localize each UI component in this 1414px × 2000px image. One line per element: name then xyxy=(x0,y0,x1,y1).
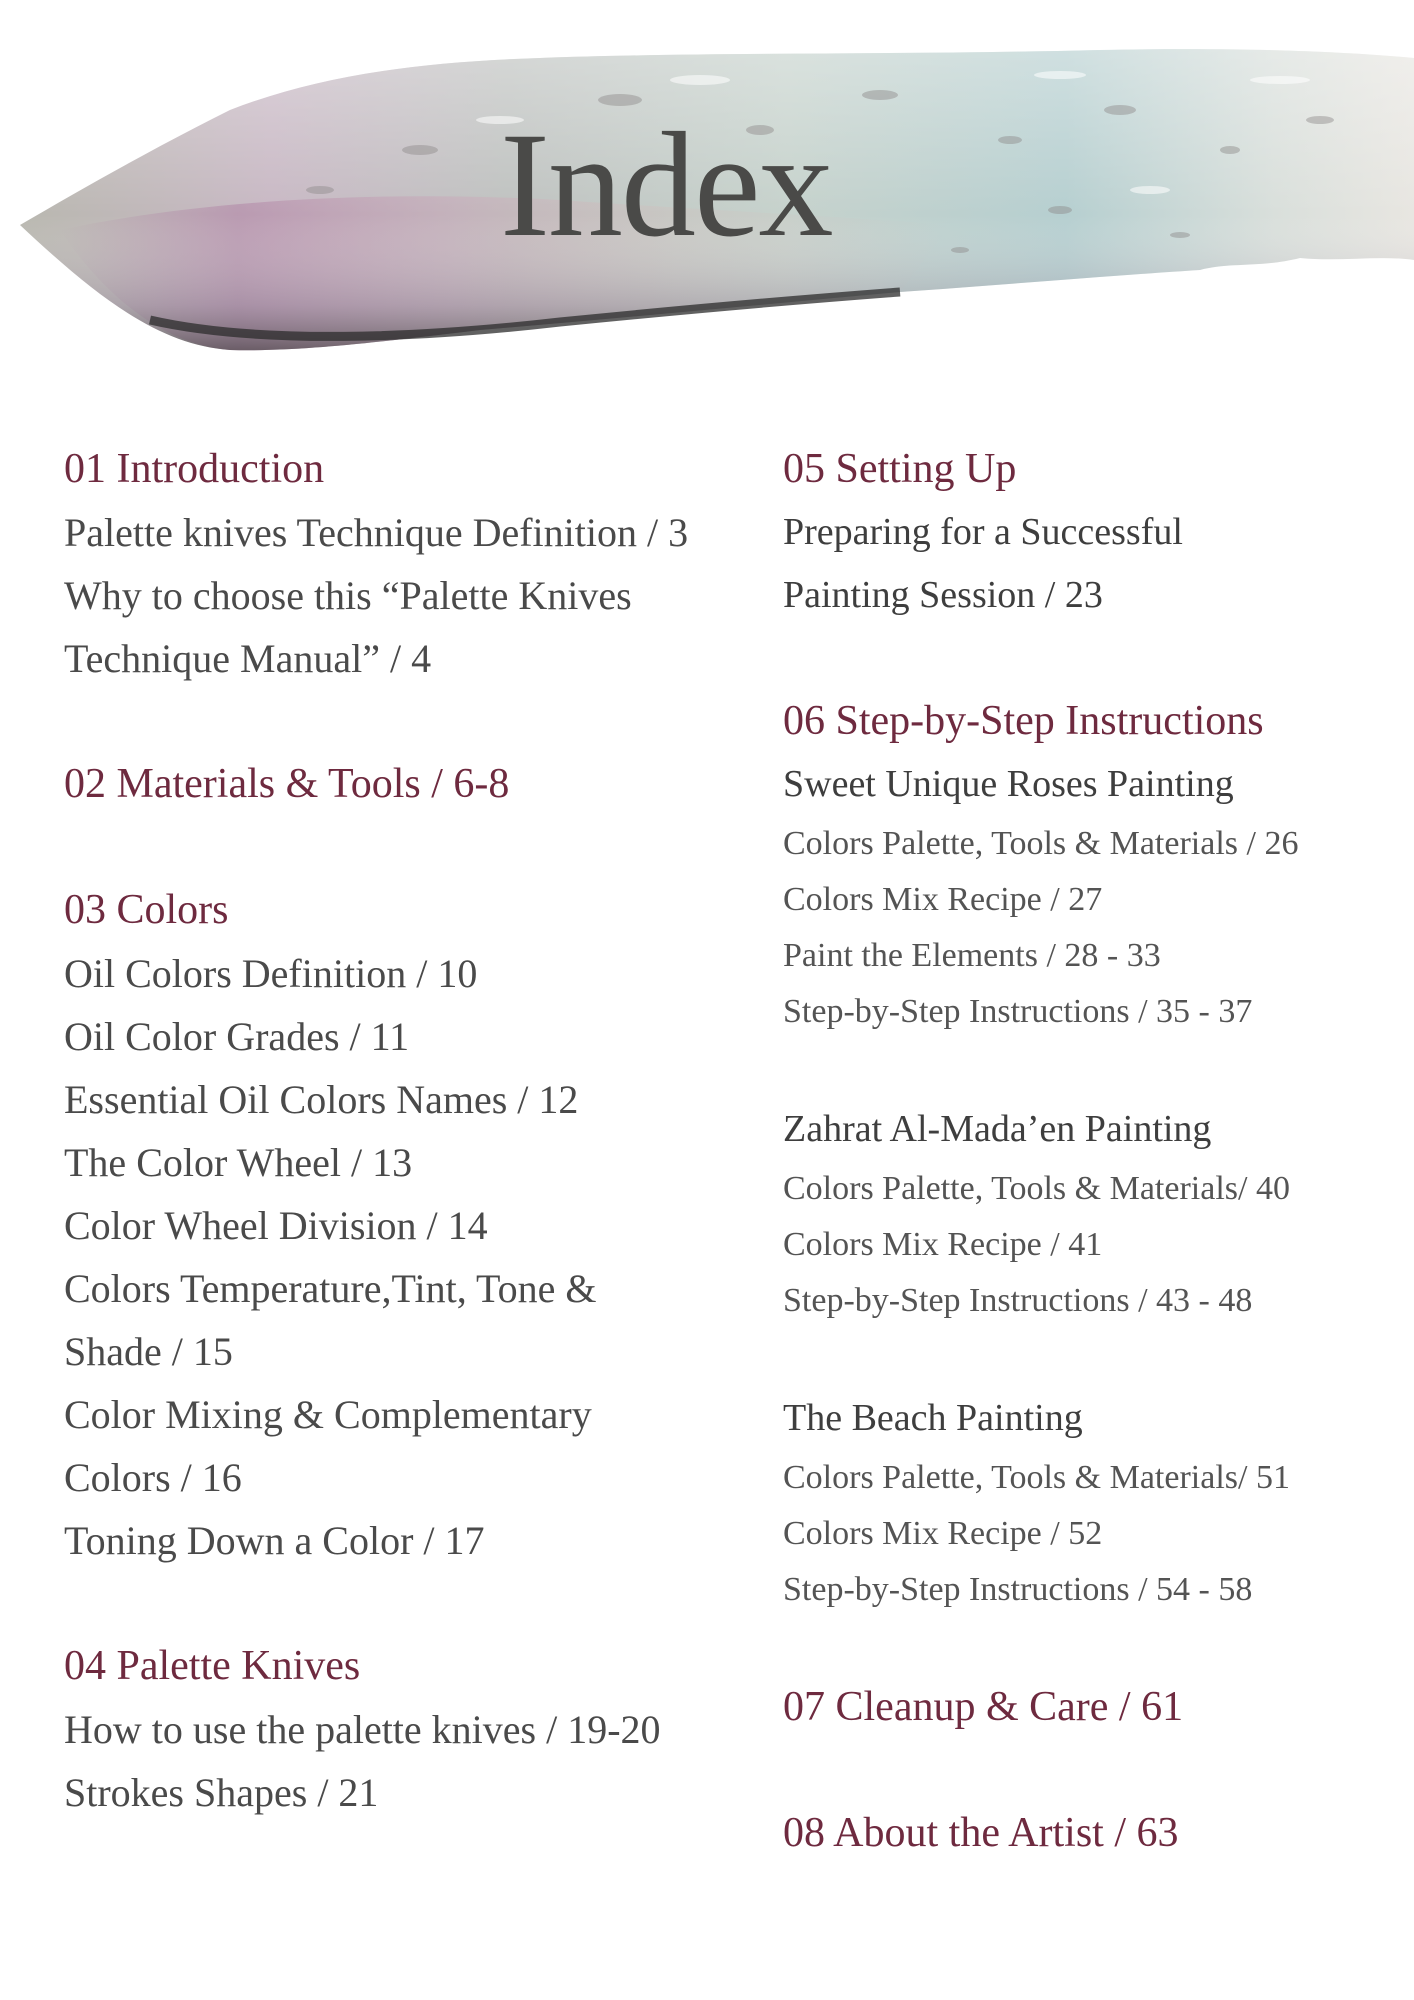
toc-subentry: Colors Mix Recipe / 52 xyxy=(783,1515,1103,1552)
toc-entry: Colors / 16 xyxy=(64,1455,242,1500)
toc-entry: Essential Oil Colors Names / 12 xyxy=(64,1077,579,1122)
toc-subentry: Step-by-Step Instructions / 35 - 37 xyxy=(783,993,1253,1030)
section-spacer xyxy=(64,690,764,753)
toc-subheading: Painting Session / 23 xyxy=(783,574,1103,616)
section-heading: 04 Palette Knives xyxy=(64,1643,361,1689)
toc-subentry: Colors Palette, Tools & Materials / 26 xyxy=(783,825,1299,862)
toc-entry: Palette knives Technique Definition / 3 xyxy=(64,510,689,555)
toc-subentry: Step-by-Step Instructions / 43 - 48 xyxy=(783,1282,1253,1319)
toc-subentry: Paint the Elements / 28 - 33 xyxy=(783,937,1161,974)
section-heading: 03 Colors xyxy=(64,887,229,933)
toc-entry: Oil Color Grades / 11 xyxy=(64,1014,410,1059)
left-column xyxy=(64,438,764,1824)
section-spacer xyxy=(64,816,764,879)
toc-entry: Color Wheel Division / 14 xyxy=(64,1203,488,1248)
toc-subheading: Sweet Unique Roses Painting xyxy=(783,763,1234,805)
toc-entry: Strokes Shapes / 21 xyxy=(64,1770,379,1815)
toc-subheading: The Beach Painting xyxy=(783,1397,1083,1439)
toc-subheading: Zahrat Al-Mada’en Painting xyxy=(783,1108,1212,1150)
paint-stroke-banner xyxy=(0,0,1414,380)
section-spacer xyxy=(783,1618,1403,1676)
section-spacer xyxy=(783,1329,1403,1387)
page-title: Index xyxy=(500,102,832,268)
toc-entry: The Color Wheel / 13 xyxy=(64,1140,413,1185)
section-heading: 02 Materials & Tools / 6-8 xyxy=(64,761,510,807)
toc-entry: Colors Temperature,Tint, Tone & xyxy=(64,1266,597,1311)
toc-subentry: Colors Mix Recipe / 41 xyxy=(783,1226,1103,1263)
toc-entry: Toning Down a Color / 17 xyxy=(64,1518,485,1563)
section-spacer xyxy=(783,627,1403,690)
toc-subentry: Colors Palette, Tools & Materials/ 40 xyxy=(783,1170,1290,1207)
toc-entry: Color Mixing & Complementary xyxy=(64,1392,592,1437)
toc-subentry: Step-by-Step Instructions / 54 - 58 xyxy=(783,1571,1253,1608)
section-heading: 01 Introduction xyxy=(64,446,325,492)
section-spacer xyxy=(783,1040,1403,1098)
section-heading: 05 Setting Up xyxy=(783,446,1017,492)
toc-subentry: Colors Palette, Tools & Materials/ 51 xyxy=(783,1459,1290,1496)
section-spacer xyxy=(64,1572,764,1635)
toc-entry: Technique Manual” / 4 xyxy=(64,636,432,681)
right-column xyxy=(783,438,1403,1865)
section-heading: 06 Step-by-Step Instructions xyxy=(783,698,1264,744)
section-spacer xyxy=(783,1739,1403,1802)
section-heading: 07 Cleanup & Care / 61 xyxy=(783,1684,1184,1730)
toc-entry: Oil Colors Definition / 10 xyxy=(64,951,478,996)
toc-subheading: Preparing for a Successful xyxy=(783,511,1183,553)
toc-entry: Why to choose this “Palette Knives xyxy=(64,573,632,618)
toc-entry: Shade / 15 xyxy=(64,1329,233,1374)
toc-entry: How to use the palette knives / 19-20 xyxy=(64,1707,661,1752)
section-heading: 08 About the Artist / 63 xyxy=(783,1810,1179,1856)
toc-subentry: Colors Mix Recipe / 27 xyxy=(783,881,1103,918)
